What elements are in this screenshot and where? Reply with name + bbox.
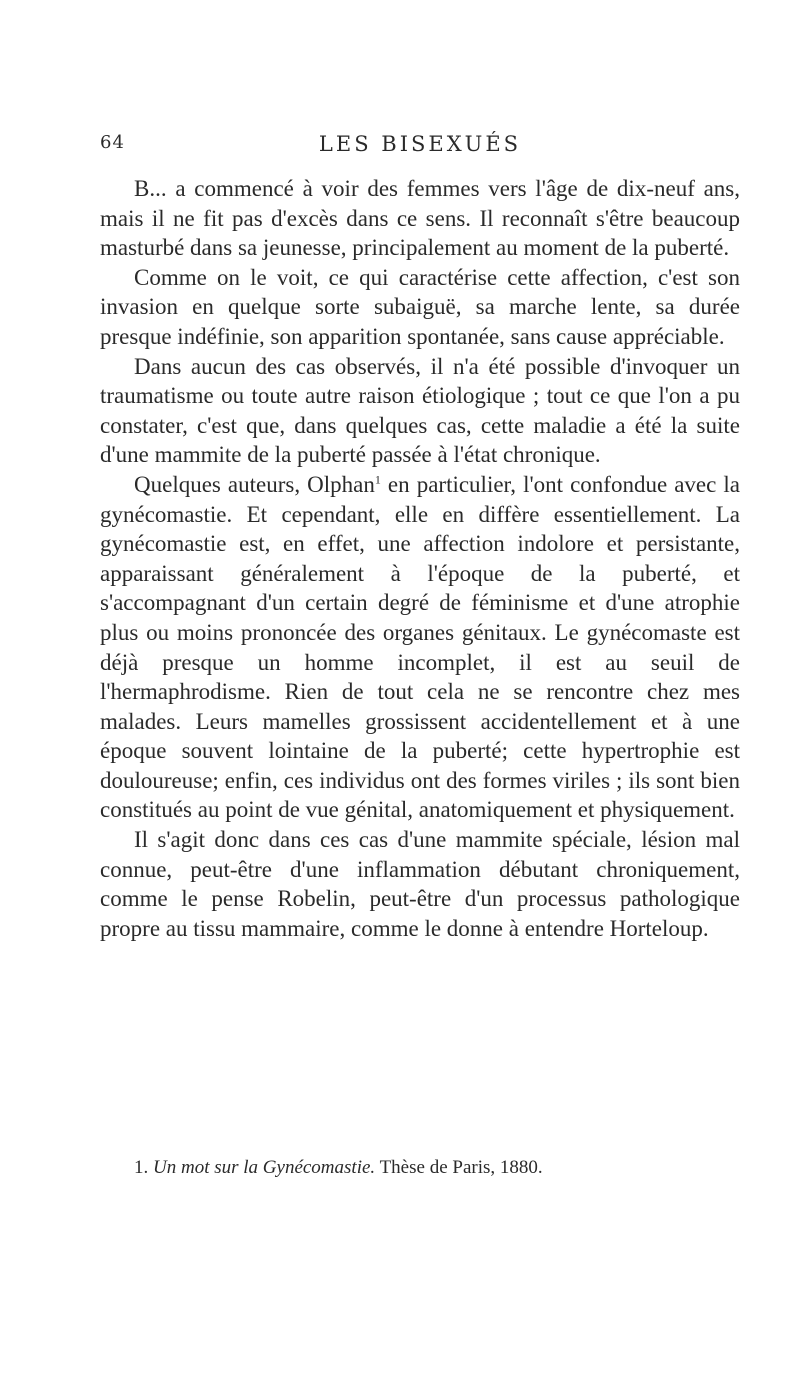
paragraph-etiology: Dans aucun des cas observés, il n'a été possible d'invoquer un traumatisme ou toute autre raison étiologique ; tout ce que l'on a pu constater, c'est que, dans quelques cas, cette maladie a été la suite d'une mammite de la puberté passée à l'état chronique.	[100, 353, 740, 468]
running-title: LES BISEXUÉS	[318, 132, 522, 156]
footnote-title: Un mot sur la Gynécomastie.	[153, 1157, 376, 1178]
paragraph-case-b: B... a commencé à voir des femmes vers l'âge de dix-neuf ans, mais il ne fit pas d'excès dans ce sens. Il reconnaît s'être beaucoup masturbé dans sa jeunesse, principalement au moment de la puberté.	[100, 176, 740, 261]
olphan-text-after: en particulier, l'ont confondue avec la gynécomastie. Et cependant, elle en diffère essentiellement. La gynécomastie est, en effet, une affection indolore et persistante, apparaissant généralement à l'époque de la puberté, et s'accompagnant d'un certain degré de féminisme et d'une atrophie plus ou moins prononcée des organes génitaux. Le gynécomaste est déjà presque un homme incomplet, il est au seuil de l'hermaphrodisme. Rien de tout cela ne se rencontre chez mes malades. Leurs mamelles grossissent accidentellement et à une époque souvent lointaine de la puberté; cette hypertrophie est douloureuse; enfin, ces individus ont des formes viriles ; ils sont bien constitués au point de vue génital, anatomiquement et physiquement.	[100, 471, 740, 823]
olphan-text-before: Quelques auteurs, Olphan	[134, 471, 375, 497]
footnote-source: Thèse de Paris, 1880.	[375, 1157, 543, 1178]
paragraph-gynecomastia	[100, 470, 740, 825]
footnote-number: 1.	[134, 1157, 149, 1178]
body-text	[100, 174, 740, 943]
paragraph-conclusion: Il s'agit donc dans ces cas d'une mammite spéciale, lésion mal connue, peut-être d'une inflammation débutant chroniquement, comme le pense Robelin, peut-être d'un processus pathologique propre au tissu mammaire, comme le donne à entendre Horteloup.	[100, 827, 740, 941]
page-number: 64	[100, 132, 125, 153]
footnote	[134, 1156, 740, 1180]
footnote-reference: 1	[374, 472, 381, 487]
page-header	[100, 132, 740, 162]
paragraph-characteristics: Comme on le voit, ce qui caractérise cette affection, c'est son invasion en quelque sorte subaiguë, sa marche lente, sa durée presque indéfinie, son apparition spontanée, sans cause appréciable.	[100, 264, 740, 349]
